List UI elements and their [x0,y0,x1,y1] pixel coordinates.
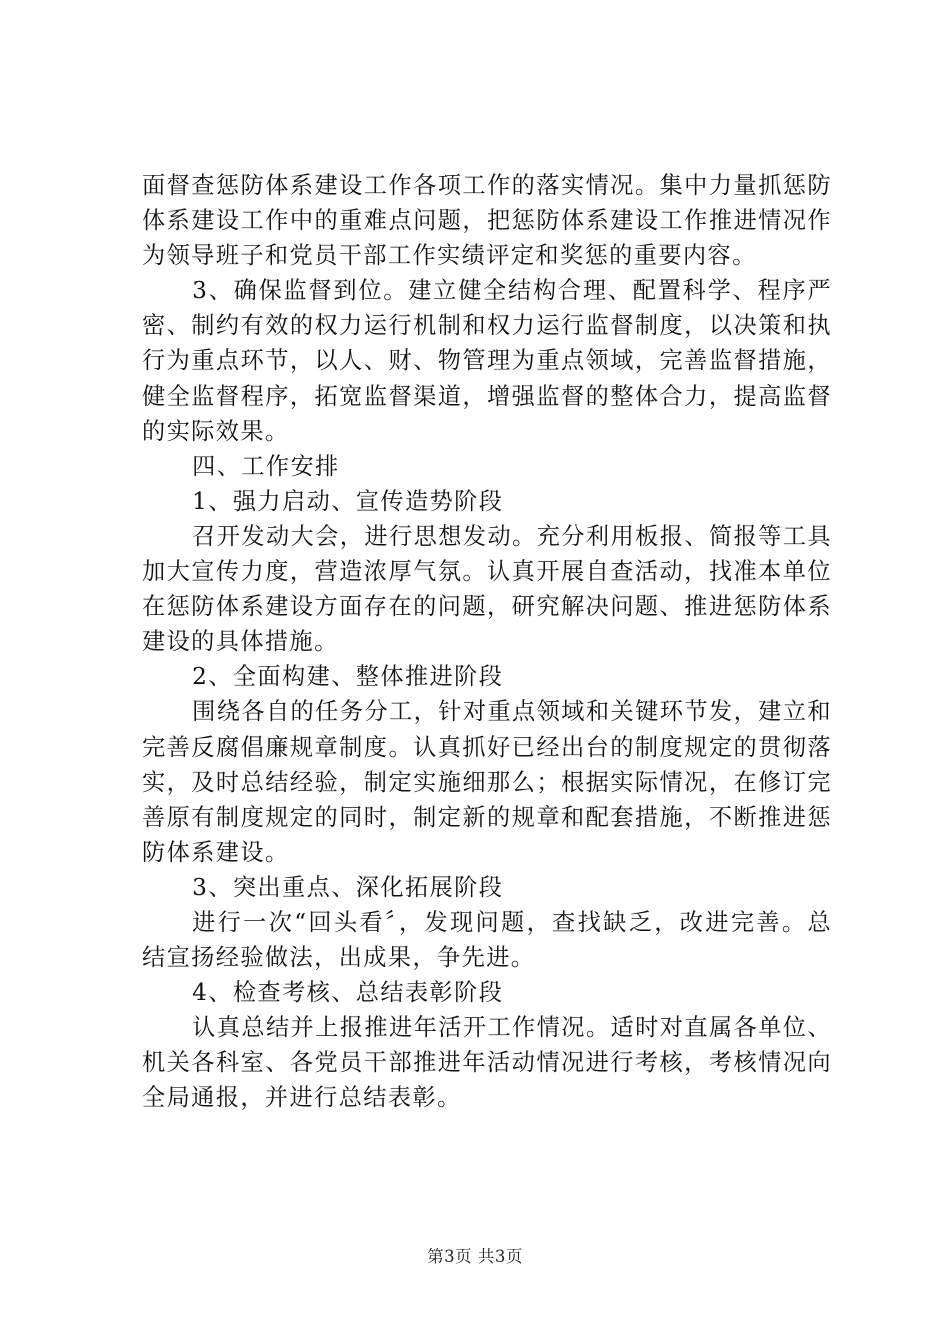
stage-heading-2: 2、全面构建、整体推进阶段 [192,663,504,691]
page-number-footer: 第3页 共3页 [427,1247,523,1266]
stage-heading-4: 4、检查考核、总结表彰阶段 [192,979,504,1007]
paragraph-stage-4: 认真总结并上报推进年活开工作情况。适时对直属各单位、机关各科室、各党员干部推进年活动情况进行考核，考核情况向全局通报，并进行总结表彰。 [142,1014,832,1112]
paragraph-stage-2: 围绕各自的任务分工，针对重点领域和关键环节发，建立和完善反腐倡廉规章制度。认真抓好已经出台的制度规定的贯彻落实，及时总结经验，制定实施细那么；根据实际情况，在修订完善原有制度规定的同时，制定新的规章和配套措施，不断推进惩防体系建设。 [142,698,832,866]
paragraph-stage-3: 进行一次“回头看〞，发现问题，查找缺乏，改进完善。总结宣扬经验做法，出成果，争先进。 [142,908,832,972]
paragraph-supervision: 3、确保监督到位。建立健全结构合理、配置科学、程序严密、制约有效的权力运行机制和权力运行监督制度，以决策和执行为重点环节，以人、财、物管理为重点领域，完善监督措施，健全监督程序，拓宽监督渠道，增强监督的整体合力，提高监督的实际效果。 [142,277,832,445]
stage-heading-1: 1、强力启动、宣传造势阶段 [192,487,504,515]
paragraph-continuation: 面督查惩防体系建设工作各项工作的落实情况。集中力量抓惩防体系建设工作中的重难点问题，把惩防体系建设工作推进情况作为领导班子和党员干部工作实绩评定和奖惩的重要内容。 [142,172,832,270]
document-body [142,168,832,1116]
paragraph-stage-1: 召开发动大会，进行思想发动。充分利用板报、简报等工具加大宣传力度，营造浓厚气氛。认真开展自查活动，找准本单位在惩防体系建设方面存在的问题，研究解决问题、推进惩防体系建设的具体措施。 [142,522,832,656]
stage-heading-3: 3、突出重点、深化拓展阶段 [192,873,504,901]
section-heading-work-arrangement: 四、工作安排 [192,452,340,480]
